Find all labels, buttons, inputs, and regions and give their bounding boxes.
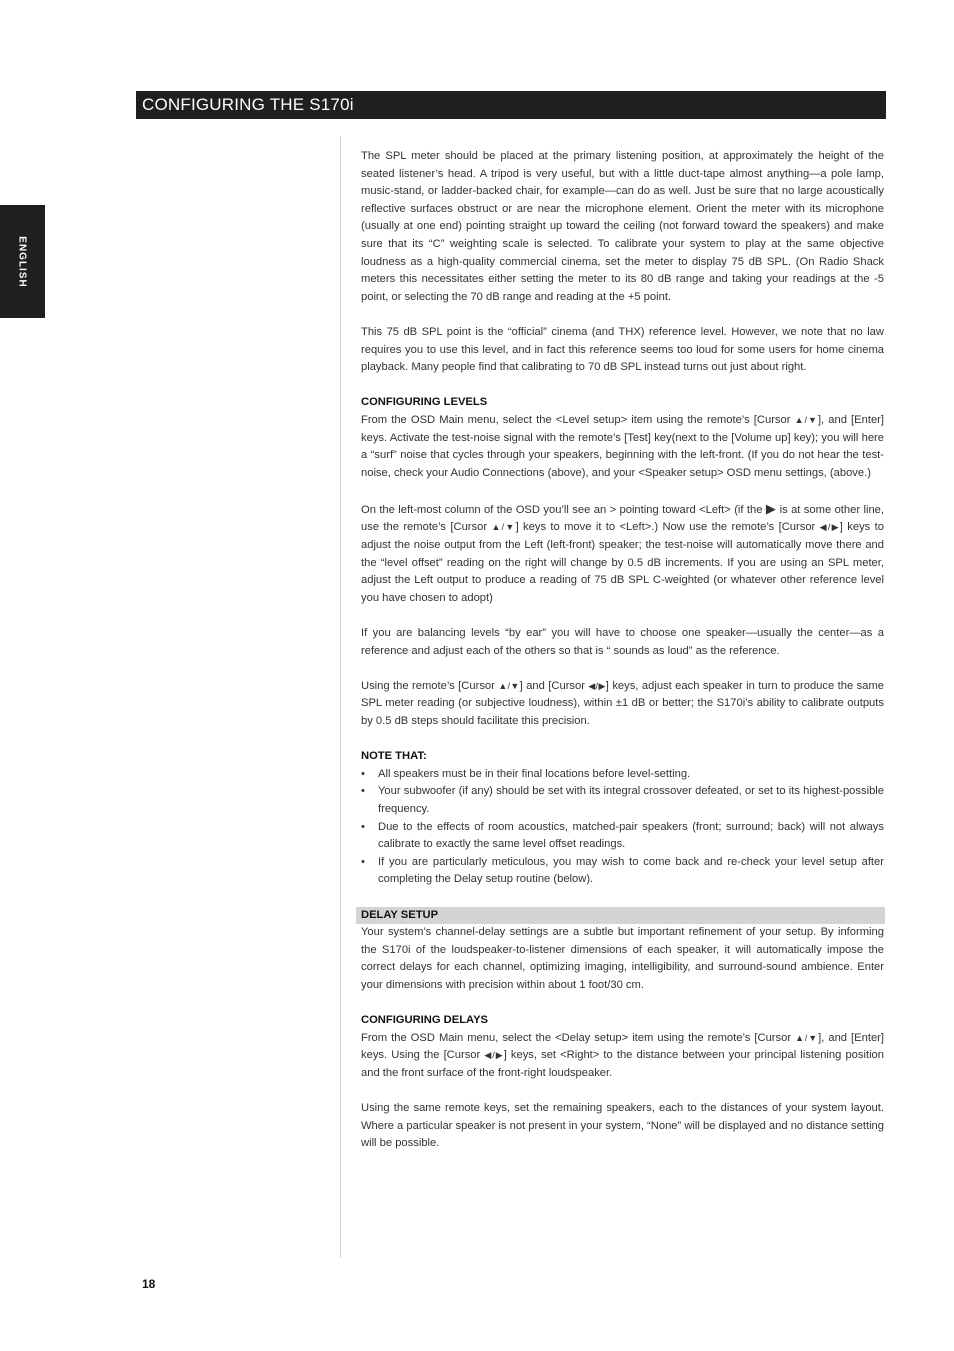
configuring-levels-paragraph-3: If you are balancing levels “by ear” you will have to choose one speaker—usually the center—as a reference and adjust each of the others so that is “ sounds as loud” as the reference. (361, 627, 884, 657)
text-fragment: ] keys, set <Right> to the distance between your principal listening position and the front surface of the front-right loudspeaker. (361, 1049, 885, 1079)
text-fragment: From the OSD Main menu, select the <Delay setup> item using the remote’s [Cursor (361, 1031, 796, 1044)
configuring-levels-paragraph-1 (361, 412, 884, 482)
page-title: CONFIGURING THE S170i (142, 95, 354, 114)
text-fragment: Using the remote’s [Cursor (361, 679, 499, 692)
column-divider (340, 136, 341, 1258)
delay-setup-paragraph: Your system’s channel-delay settings are a subtle but important refinement of your setup. By informing the S170i of the loudspeaker-to-listener dimensions of each speaker, it will automatically impose the correct delays for each channel, optimizing imaging, intelligibility, and surround-sound ambience. Enter your dimensions with precision within about 1 foot/30 cm. (361, 926, 884, 991)
configuring-delays-paragraph-1 (361, 1030, 884, 1083)
main-content (361, 148, 884, 1170)
text-fragment: ] keys, adjust each speaker in turn to produce the same SPL meter reading (or subjective loudness), within ±1 dB or better; the S170i’s ability to calibrate outputs by 0.5 dB steps should facilitate this precision. (361, 679, 884, 727)
configuring-levels-paragraph-4 (361, 678, 884, 731)
left-right-arrows-icon: ◀/▶ (484, 1050, 504, 1061)
language-tab-label: ENGLISH (16, 236, 28, 288)
text-fragment: From the OSD Main menu, select the <Level setup> item using the remote’s [Cursor (361, 413, 795, 426)
text-fragment: is at some other line, use the remote’s [Cursor (361, 503, 884, 534)
delay-setup-heading: DELAY SETUP (356, 907, 885, 925)
left-right-arrows-icon: ◀/▶ (588, 680, 606, 691)
configuring-levels-heading: CONFIGURING LEVELS (361, 396, 488, 409)
right-arrow-icon: ▶ (765, 500, 777, 516)
up-down-arrows-icon: ▲/▼ (491, 522, 516, 533)
text-fragment: ], and [Enter] keys. Activate the test-noise signal with the remote’s [Test] key(next to the [Volume up] key); you will here a “surf” noise that cycles through your speakers, beginning with the left-front. (If you do not hear the test-noise, check your Audio Connections (above), and your <Speaker setup> OSD menu settings, (above.) (361, 413, 885, 479)
language-tab (0, 205, 45, 318)
up-down-arrows-icon: ▲/▼ (498, 680, 520, 691)
text-fragment: ] keys to adjust the noise output from the Left (left-front) speaker; the test-noise will automatically move there and the “level offset” reading on the right will change by 0.5 dB increments. If you are using an SPL meter, adjust the Left output to produce a reading of 75 dB SPL C-weighted (or whatever other reference level you have chosen to adopt) (361, 521, 884, 604)
configuring-levels-paragraph-2 (361, 500, 884, 608)
text-fragment: ], and [Enter] keys. Using the [Cursor (361, 1031, 884, 1062)
list-item: • If you are particularly meticulous, you may wish to come back and re-check your level setup after completing the Delay setup routine (below). (361, 854, 884, 889)
note-that-heading: NOTE THAT: (361, 750, 427, 763)
page-number: 18 (142, 1277, 156, 1291)
left-right-arrows-icon: ◀/▶ (819, 522, 840, 533)
intro-paragraph-2: This 75 dB SPL point is the “official” cinema (and THX) reference level. However, we note that no law requires you to use this level, and in fact this reference seems too loud for some users for home cinema playback. Many people find that calibrating to 70 dB SPL instead turns out just about right. (361, 325, 884, 374)
up-down-arrows-icon: ▲/▼ (794, 414, 818, 425)
list-item: • Your subwoofer (if any) should be set with its integral crossover defeated, or set to its highest-possible frequency. (361, 783, 884, 818)
list-item: • All speakers must be in their final locations before level-setting. (361, 766, 884, 784)
list-item: • Due to the effects of room acoustics, matched-pair speakers (front; surround; back) will not always calibrate to exactly the same level offset readings. (361, 819, 884, 854)
note-that-list (361, 766, 884, 889)
configuring-delays-paragraph-2: Using the same remote keys, set the remaining speakers, each to the distances of your system layout. Where a particular speaker is not present in your system, “None” will be displayed and no distance setting will be possible. (361, 1102, 884, 1150)
configuring-delays-heading: CONFIGURING DELAYS (361, 1014, 489, 1027)
text-fragment: ] and [Cursor (519, 679, 589, 692)
intro-paragraph-1: The SPL meter should be placed at the primary listening position, at approximately the height of the seated listener’s head. A tripod is very useful, but with a little duct-tape almost anything—a pole lamp, music-stand, or ladder-backed chair, for example—can do as well. Just be sure that no large acoustically reflective surfaces obstruct or are near the microphone element. Orient the meter with its microphone (usually at one end) pointing straight up toward the ceiling (not forward toward the speakers) and make sure that its “C” weighting scale is selected. To calibrate your system to play at the same objective loudness as a high-quality commercial cinema, set the meter to display 75 dB SPL. (On Radio Shack meters this necessitates either setting the meter to its 80 dB range and taking your readings at the -5 point, or selecting the 70 dB range and reading at the +5 point. (361, 150, 884, 303)
header-bar (136, 91, 886, 119)
text-fragment: On the left-most column of the OSD you’ll see an > pointing toward <Left> (if the (361, 503, 766, 516)
text-fragment: ] keys to move it to <Left>.) Now use the remote’s [Cursor (515, 521, 820, 534)
up-down-arrows-icon: ▲/▼ (795, 1032, 819, 1043)
